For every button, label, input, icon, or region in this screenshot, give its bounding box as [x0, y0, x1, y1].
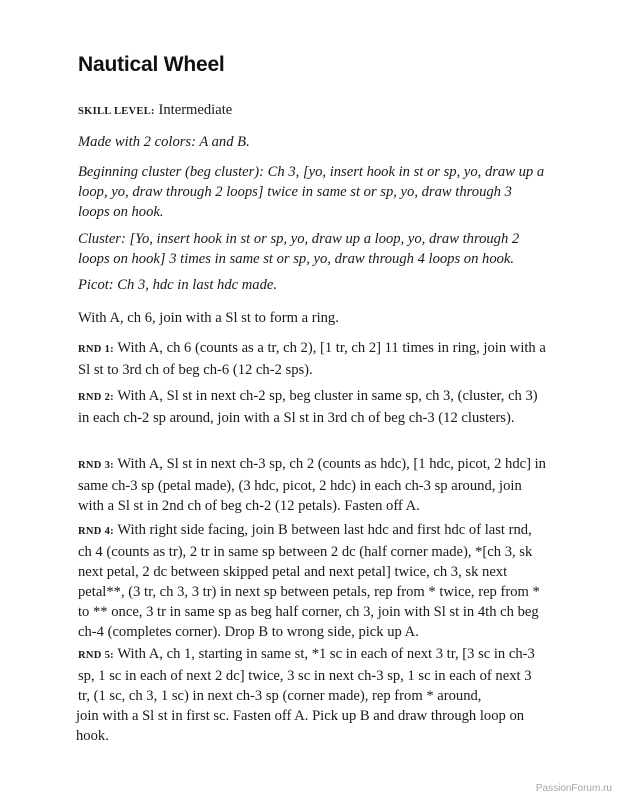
round-4 [78, 520, 546, 642]
round-2-text: With A, Sl st in next ch-2 sp, beg cluster in same sp, ch 3, (cluster, ch 3) in each ch-2 sp around, join with a Sl st in 3rd ch of beg ch-3 (12 clusters). [78, 388, 538, 426]
round-5-label: RND 5: [78, 650, 114, 661]
round-5 [78, 644, 546, 706]
round-4-text: With right side facing, join B between last hdc and first hdc of last rnd, ch 4 (counts as tr), 2 tr in same sp between 2 dc (half corner made), *[ch 3, sk next petal, 2 dc between skipped petal and next petal] twice, ch 3, sk next petal**, (3 tr, ch 3, 3 tr) in next sp between petals, rep from * twice, rep from * to ** once, 3 tr in same sp as beg half corner, ch 3, join with Sl st in 4th ch beg ch-4 (completes corner). Drop B to wrong side, pick up A. [78, 522, 540, 640]
round-4-label: RND 4: [78, 526, 114, 537]
page-title: Nautical Wheel [78, 53, 225, 76]
picot-definition: Picot: Ch 3, hdc in last hdc made. [78, 277, 278, 293]
round-3-text: With A, Sl st in next ch-3 sp, ch 2 (counts as hdc), [1 hdc, picot, 2 hdc] in same ch-3 sp (petal made), (3 hdc, picot, 2 hdc) in each ch-3 sp around, join with a Sl st in 2nd ch of beg ch-2 (12 petals). Fasten off A. [78, 456, 546, 514]
watermark: PassionForum.ru [535, 783, 612, 794]
cluster-definition: Cluster: [Yo, insert hook in st or sp, yo, draw up a loop, yo, draw through 2 loops on hook] 3 times in same st or sp, yo, draw through 4 loops on hook. [78, 231, 520, 267]
foundation-ring: With A, ch 6, join with a Sl st to form a ring. [78, 310, 339, 326]
skill-level-label: SKILL LEVEL: [78, 106, 155, 117]
round-1 [78, 338, 546, 380]
round-5-continuation: join with a Sl st in first sc. Fasten off A. Pick up B and draw through loop on hook. [76, 708, 525, 744]
beg-cluster-definition: Beginning cluster (beg cluster): Ch 3, [yo, insert hook in st or sp, yo, draw up a loop, yo, draw through 2 loops] twice in same st or sp, yo, draw through 3 loops on hook. [78, 164, 545, 220]
round-1-label: RND 1: [78, 344, 114, 355]
round-3 [78, 454, 546, 516]
skill-level [78, 100, 546, 122]
round-3-label: RND 3: [78, 460, 114, 471]
colors-note: Made with 2 colors: A and B. [78, 134, 250, 150]
round-2 [78, 386, 546, 428]
round-5-text: With A, ch 1, starting in same st, *1 sc in each of next 3 tr, [3 sc in ch-3 sp, 1 sc in each of next 2 dc] twice, 3 sc in next ch-3 sp, 1 sc in each of next 3 tr, (1 sc, ch 3, 1 sc) in next ch-3 sp (corner made), rep from * around, [78, 646, 535, 704]
skill-level-value: Intermediate [158, 102, 233, 118]
round-2-label: RND 2: [78, 392, 114, 403]
round-1-text: With A, ch 6 (counts as a tr, ch 2), [1 tr, ch 2] 11 times in ring, join with a Sl st to 3rd ch of beg ch-6 (12 ch-2 sps). [78, 340, 546, 378]
